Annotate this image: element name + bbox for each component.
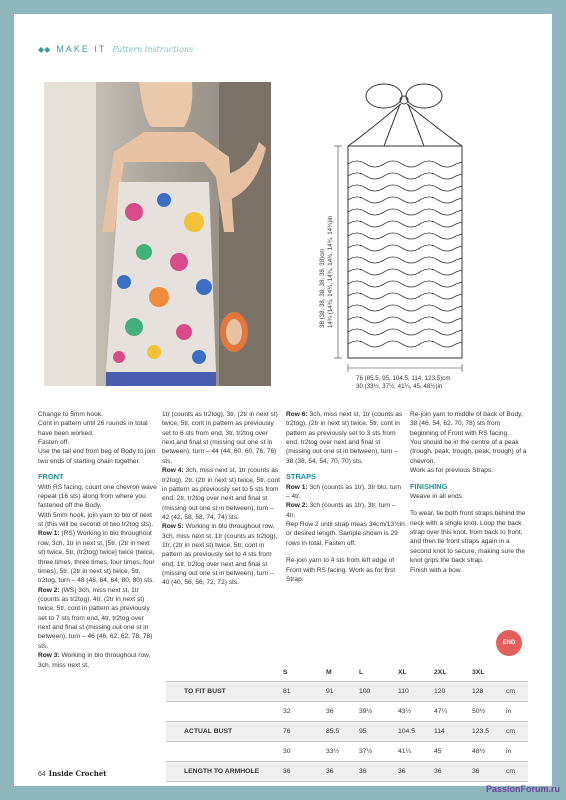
pattern-row (286, 410, 406, 466)
model-photo (44, 82, 271, 386)
table-cell: 43½ (398, 708, 412, 715)
page-footer (38, 769, 107, 778)
paragraph: Use the tail end from beg of Body to join two ends of starting chain together. (38, 448, 156, 465)
unit-cell: in (506, 748, 512, 755)
size-header-cell: 3XL (472, 669, 485, 676)
table-row (166, 702, 528, 722)
pattern-row (286, 501, 406, 520)
chevron-rows (348, 161, 462, 347)
paragraph: Re-join yarn to middle of back of Body, 38 (46, 54, 62, 70, 78) sts from beginning of Front with RS facing. (410, 411, 523, 437)
table-cell: 100 (359, 688, 371, 695)
paragraph: Rep Row 2 until strap meas 34cm/13½in or desired length. Sample shown is 29 rows in total. Fasten off. (286, 521, 405, 547)
paragraph: Cont in pattern until 26 rounds in total have been worked. (38, 420, 148, 437)
table-cell: 120 (434, 688, 446, 695)
table-cell: 36 (359, 768, 367, 775)
table-cell: 85.5 (326, 728, 340, 735)
table-cell: 104.5 (398, 728, 416, 735)
row-label: Row 3: (38, 652, 60, 660)
row-label: TO FIT BUST (184, 688, 226, 695)
paragraph: Re-join yarn to 4 sts from left edge of Front with RS facing. Work as for first Strap. (286, 557, 396, 583)
row-label: Row 4: (162, 467, 184, 475)
row-text: (WS) 3ch, miss next st, 1tr (counts as tr2tog), 4tr, (2tr in next st) twice, 5tr, cont in pattern as previously set to 7 sts from end, 4tr, tr2tog over next and final st (missing out one st in between), turn – 46 (46, 62, 62, 78, 78) sts. (38, 586, 153, 650)
text-column-1 (38, 410, 158, 670)
row-label: Row 1: (38, 530, 60, 538)
double-arrow-icon: ◆◆ (38, 45, 51, 54)
paragraph: Fasten off. (38, 439, 70, 447)
table-cell: 47¼ (434, 708, 448, 715)
row-label: Row 6: (286, 411, 308, 418)
magazine-page (14, 14, 552, 786)
paragraph: You should be in the centre of a peak (trough, peak, trough, peak, trough) of a chevron. (410, 439, 527, 465)
table-cell: 48½ (472, 748, 486, 755)
unit-cell: in (506, 708, 512, 715)
schematic-diagram (300, 68, 534, 398)
row-label: LENGTH TO ARMHOLE (184, 768, 260, 775)
pattern-row (38, 651, 158, 670)
section-heading: STRAPS (286, 472, 316, 482)
table-cell: 36 (326, 768, 334, 775)
table-cell: 36 (283, 768, 291, 775)
paragraph: 1tr (counts as tr2tog), 3tr, (2tr in next st) twice, 5tr, cont in pattern as previously set to 6 sts from end, 3tr, tr2tog over next and final st (missing out one st in between), turn – 44 (44, 60, 60, 76, 76) sts. (162, 411, 278, 465)
size-header-cell: M (326, 669, 332, 676)
spacer (410, 501, 530, 509)
table-cell: 32 (283, 708, 291, 715)
table-cell: 37½ (359, 748, 373, 755)
magazine-name: Inside Crochet (48, 769, 107, 778)
section-heading: FRONT (38, 472, 64, 482)
text-column-2 (162, 410, 282, 588)
row-text: Working in blo throughout row, 3ch, miss next st, (38, 652, 151, 669)
text-column-4 (410, 410, 530, 575)
paragraph: Weave in all ends. (410, 493, 464, 501)
paragraph: Finish with a bow. (410, 566, 463, 574)
pattern-row (162, 466, 282, 522)
pattern-row (286, 483, 406, 502)
page-number: 64 (38, 771, 46, 778)
size-table (166, 664, 528, 786)
section-heading: FINISHING (410, 481, 448, 491)
paragraph: Work as for previous Straps. (410, 467, 494, 475)
table-cell: 39½ (359, 708, 373, 715)
unit-cell: cm (506, 768, 516, 775)
table-cell: 114 (434, 728, 445, 735)
table-cell: 128 (472, 688, 484, 695)
table-row (166, 762, 528, 782)
table-cell: 33½ (326, 748, 340, 755)
table-cell: 123.5 (472, 728, 490, 735)
table-cell (434, 782, 447, 786)
row-text: 3ch, miss next st, 1tr (counts as tr2tog), (2tr in next st) twice, 5tr, cont in pattern as previously set to 3 sts from end, tr2tog over next and final st (missing out one st in between), turn – 38 (38, 54, 54, 70, 70) sts. (286, 411, 403, 465)
size-table-body (166, 682, 528, 786)
table-row (166, 742, 528, 762)
row-label: Row 5: (162, 523, 184, 531)
pattern-row (38, 529, 158, 585)
text-column-3 (286, 410, 406, 584)
table-cell: 36 (398, 768, 406, 775)
chevron-schematic (300, 68, 534, 398)
table-row (166, 722, 528, 742)
table-row (166, 682, 528, 702)
table-cell: 76 (283, 728, 291, 735)
size-table-header (166, 664, 528, 682)
table-cell: 91 (326, 688, 334, 695)
row-label: Row 1: (286, 483, 308, 491)
table-cell (283, 782, 296, 786)
pattern-row (162, 522, 282, 588)
header-title: MAKE IT (56, 44, 107, 54)
table-cell (326, 782, 339, 786)
row-label: Row 2: (38, 586, 60, 594)
table-cell (472, 782, 485, 786)
row-label: ACTUAL BUST (184, 728, 233, 735)
table-cell: 81 (283, 688, 291, 695)
model-photo-illustration (44, 82, 271, 386)
table-cell: 36 (326, 708, 334, 715)
end-badge: END (496, 630, 522, 656)
diagram-width-in: 30 (33½, 37½, 41¼, 45, 48½)in (356, 383, 443, 390)
pattern-row (38, 586, 158, 652)
table-cell: 36 (472, 768, 480, 775)
unit-cell: cm (506, 728, 516, 735)
table-cell: 30 (283, 748, 291, 755)
size-header-cell: S (283, 669, 288, 676)
size-header-cell: XL (398, 669, 407, 676)
size-header-cell: 2XL (434, 669, 447, 676)
spacer (286, 548, 406, 556)
paragraph: With 5mm hook, join yarn to blo of next st (this will be second of two tr2tog sts). (38, 511, 154, 529)
paragraph: To wear, tie both front straps behind the neck with a single knot. Loop the back strap over this knot, from back to front, and then tie front straps again in a second knot to secure, making sure the knot grips the back strap. (410, 510, 526, 565)
table-cell (359, 782, 372, 786)
table-cell: 45 (434, 748, 442, 755)
diagram-height-cm: 38 (38, 38, 38, 38, 38, 38)cm (319, 248, 326, 328)
table-cell: 95 (359, 728, 367, 735)
row-text: 3ch (counts as 1tr), 3tr, turn – 4tr. (286, 502, 396, 519)
header-subtitle: Pattern instructions (112, 45, 194, 54)
diagram-width-cm: 76 (85.5, 95, 104.5, 114, 123.5)cm (356, 375, 451, 382)
paragraph: Change to 5mm hook. (38, 411, 103, 418)
table-cell: 41¼ (398, 748, 412, 755)
row-label: Row 2: (286, 502, 308, 510)
table-cell: 110 (398, 688, 409, 695)
table-cell: 36 (434, 768, 442, 775)
table-cell: 50½ (472, 708, 486, 715)
row-text: Working in blo throughout row, 3ch, miss next st, 1tr (counts as tr2tog), 1tr, (2tr in next st) twice, 5tr, cont in pattern as previously set to 4 sts from end, 1tr, tr2tog over next and final st (missing out one st in between), turn – 40 (40, 56, 56, 72, 72) sts. (162, 523, 278, 587)
size-header-cell: L (359, 669, 364, 676)
unit-cell: cm (506, 688, 516, 695)
row-text: 3ch (counts as 1tr), 3tr blo, turn – 4tr. (286, 483, 402, 501)
table-row (166, 782, 528, 786)
paragraph: With RS facing, count one chevron wave repeat (16 sts) along from where you fastened off the Body. (38, 483, 157, 510)
row-text: 3ch, miss next st, 1tr (counts as tr2tog), 2tr, (2tr in next st) twice, 5tr, cont in pattern as previously set to 5 sts from end, 2tr, tr2tog over next and final st (missing out one st in between), turn – 42 (42, 58, 58, 74, 74) sts. (162, 467, 280, 521)
watermark: PassionForum.ru (485, 784, 560, 794)
section-header (38, 44, 193, 54)
diagram-height-in: 14¾ (14¾, 14¾, 14¾, 14¾, 14¾, 14¾)in (327, 215, 334, 328)
row-text: (RS) Working in blo throughout row, 3ch, 1tr in next st, [5tr, (2tr in next st) twice, 5tr, (tr2tog) twice] twice (twice, three times, three times, four times, four times), 5tr, (2tr in next st) twice, 5tr, tr2tog, turn – 48 (48, 64, 64, 80, 80) sts. (38, 530, 155, 585)
table-cell (398, 782, 411, 786)
